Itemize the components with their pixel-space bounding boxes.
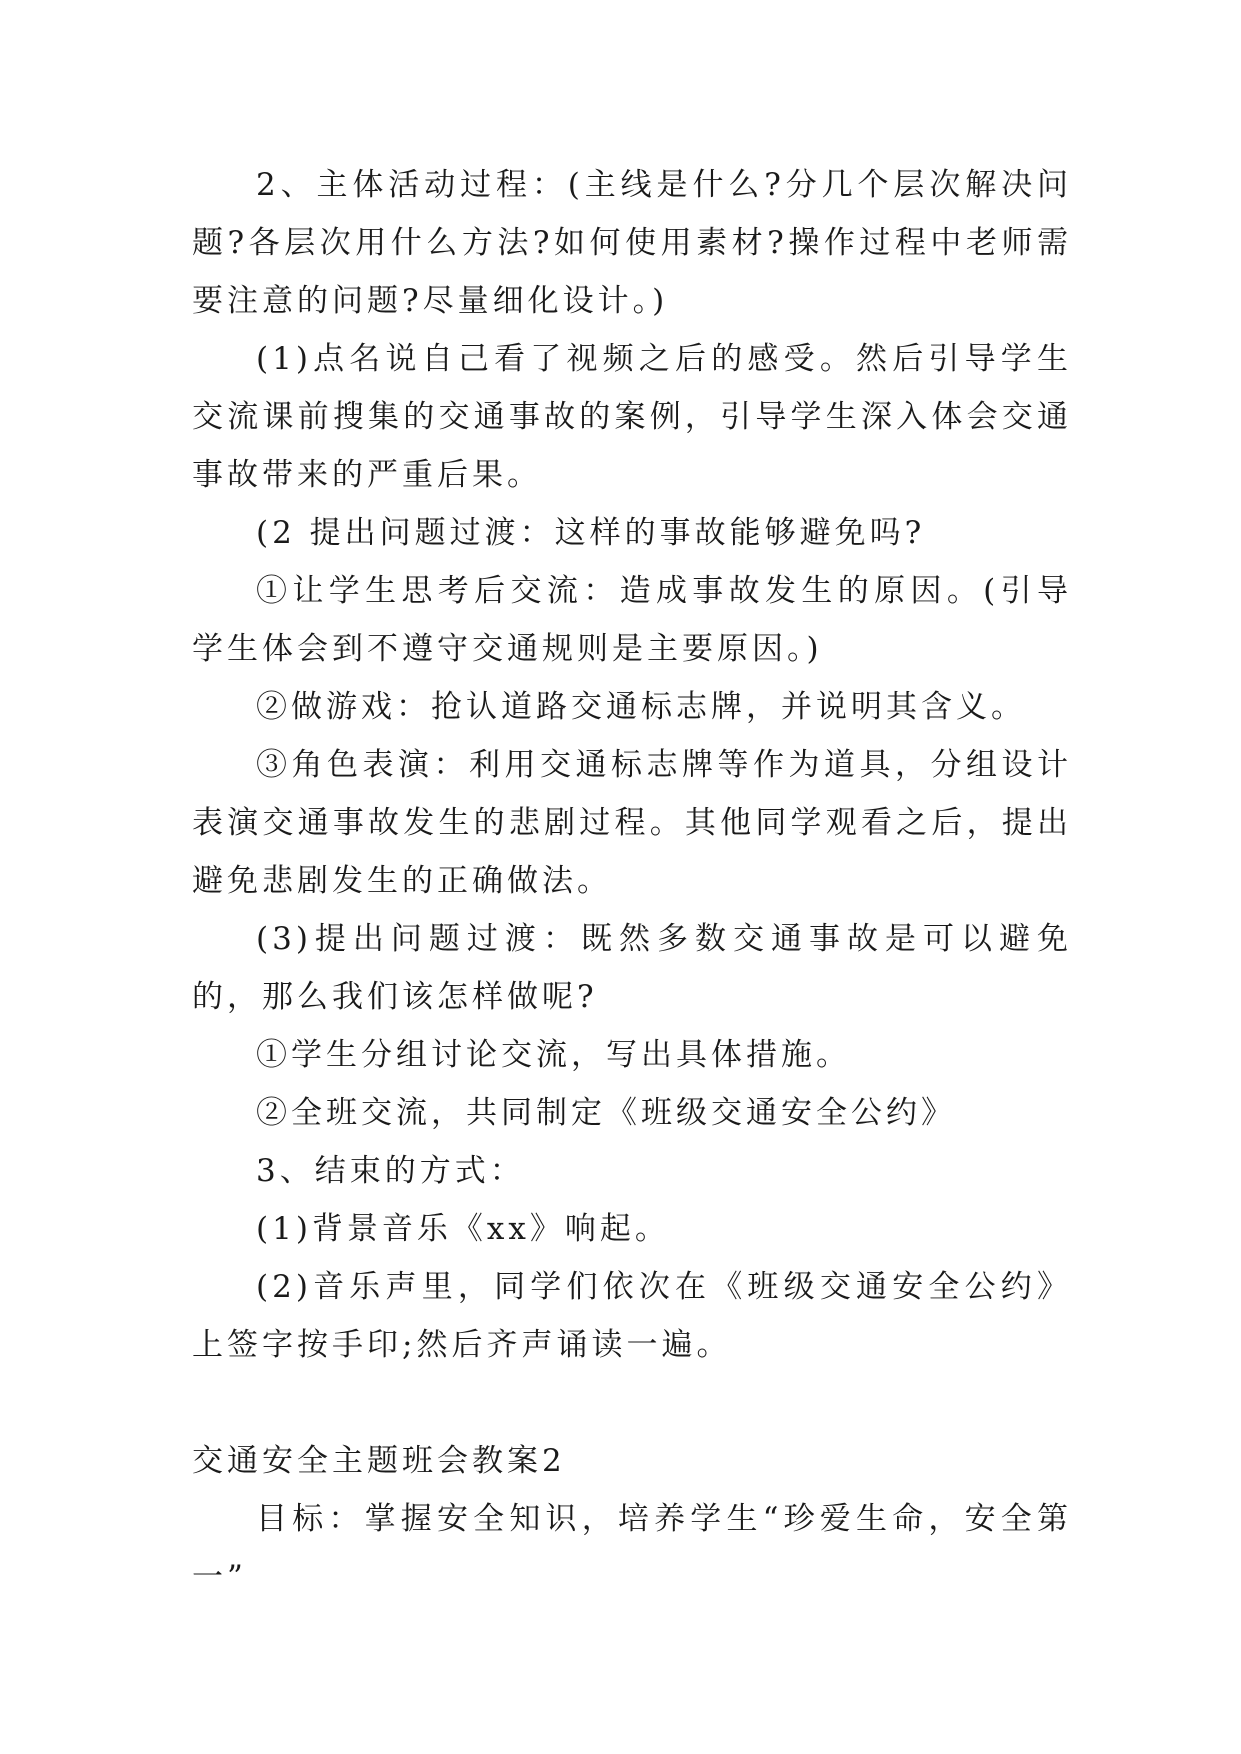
paragraph-activity-process: 2、主体活动过程：(主线是什么?分几个层次解决问题?各层次用什么方法?如何使用素材?操作过程中老师需要注意的问题?尽量细化设计。) [192,167,1072,319]
paragraph-ending-1: (1)背景音乐《xx》响起。 [256,1211,670,1247]
paragraph-step-2-b: ②做游戏：抢认道路交通标志牌，并说明其含义。 [256,689,1026,725]
section-gap [192,1374,1072,1432]
paragraph-step-3-a: ①学生分组讨论交流，写出具体措施。 [256,1037,851,1073]
paragraph-step-3-b: ②全班交流，共同制定《班级交通安全公约》 [256,1095,956,1131]
document-body [192,156,1072,1606]
paragraph-ending-2: (2)音乐声里，同学们依次在《班级交通安全公约》上签字按手印;然后齐声诵读一遍。 [192,1269,1072,1363]
paragraph-step-3: (3)提出问题过渡：既然多数交通事故是可以避免的，那么我们该怎样做呢? [192,921,1072,1015]
paragraph-step-2: (2 提出问题过渡：这样的事故能够避免吗? [256,515,926,551]
paragraph-step-1: (1)点名说自己看了视频之后的感受。然后引导学生交流课前搜集的交通事故的案例，引导学生深入体会交通事故带来的严重后果。 [192,341,1072,493]
section-title: 交通安全主题班会教案2 [192,1443,566,1479]
paragraph-ending-heading: 3、结束的方式： [256,1153,525,1189]
paragraph-step-2-a: ①让学生思考后交流：造成事故发生的原因。(引导学生体会到不遵守交通规则是主要原因。) [192,573,1072,667]
paragraph-goal: 目标：掌握安全知识，培养学生“珍爱生命，安全第一” [192,1501,1072,1595]
paragraph-step-2-c: ③角色表演：利用交通标志牌等作为道具，分组设计表演交通事故发生的悲剧过程。其他同学观看之后，提出避免悲剧发生的正确做法。 [192,747,1072,899]
